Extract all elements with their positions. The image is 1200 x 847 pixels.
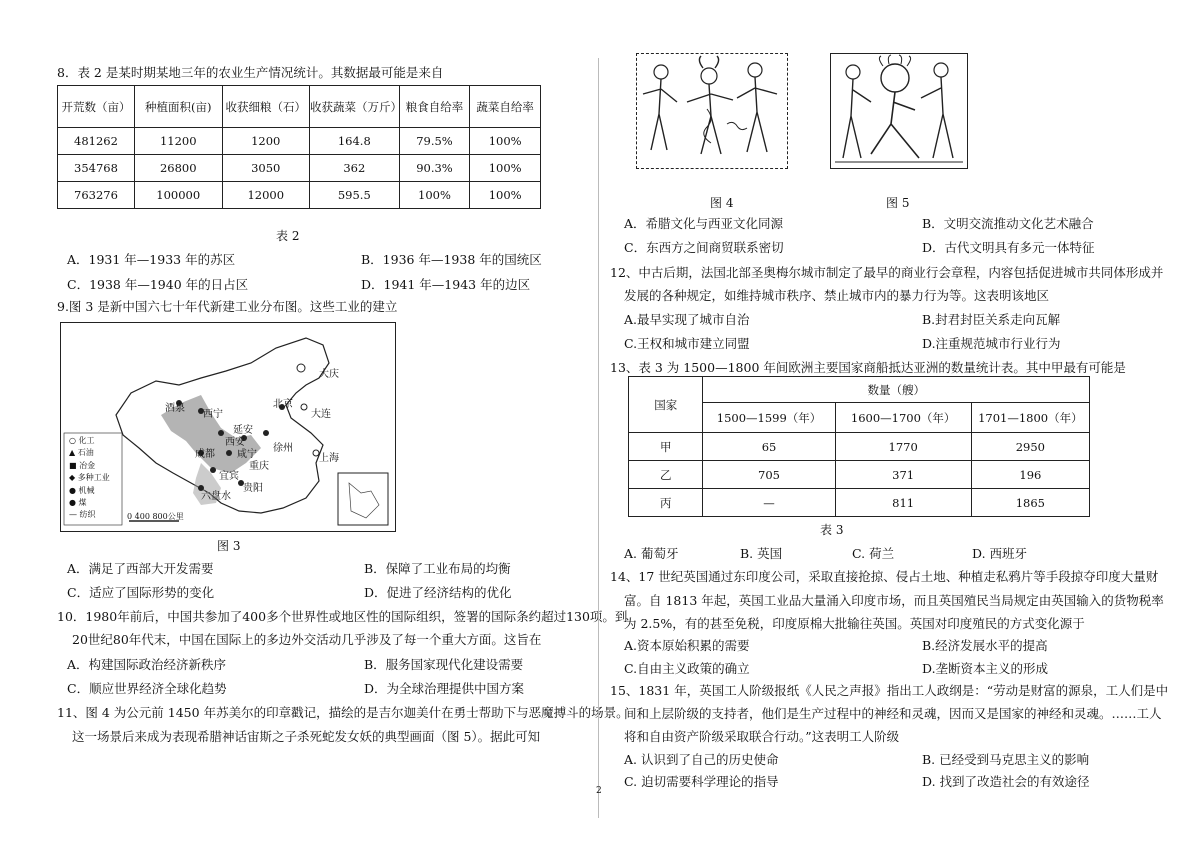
q8-option-c[interactable]: C．1938 年—1940 年的日占区 (67, 277, 249, 292)
table-cell: 丙 (629, 489, 703, 517)
table-cell: 乙 (629, 461, 703, 489)
figure-4-image (636, 53, 788, 169)
legend-item: ● 机械 (69, 485, 95, 495)
legend-item: — 纺织 (69, 510, 96, 520)
map-label: 酒泉 (165, 403, 185, 414)
table-row (629, 461, 1090, 489)
q8-stem: 8．表 2 是某时期某地三年的农业生产情况统计。其数据最可能是来自 (57, 65, 444, 80)
table-cell: 595.5 (310, 182, 400, 209)
page-number: 2 (596, 786, 602, 796)
table-header: 国家 (629, 377, 703, 433)
table-3 (628, 376, 1090, 517)
table-cell: 100000 (134, 182, 222, 209)
table-header: 粮食自给率 (399, 86, 470, 128)
map-label: 徐州 (273, 443, 293, 454)
table-cell: 1770 (835, 433, 971, 461)
table-cell: 196 (971, 461, 1089, 489)
q11-option-d[interactable]: D．古代文明具有多元一体特征 (922, 240, 1095, 255)
table-cell: 11200 (134, 128, 222, 155)
map-legend (69, 435, 110, 522)
table-cell: 811 (835, 489, 971, 517)
q14-option-b[interactable]: B.经济发展水平的提高 (922, 638, 1048, 653)
q10-option-a[interactable]: A．构建国际政治经济新秩序 (67, 657, 227, 672)
q14-stem-line: 富。自 1813 年起，英国工业品大量涌入印度市场，而且英国殖民当局规定由英国输入的货物税率 (624, 593, 1164, 608)
legend-item: ● 煤 (69, 498, 87, 508)
q12-option-d[interactable]: D.注重规范城市行业行为 (922, 336, 1061, 351)
table-cell: 705 (703, 461, 835, 489)
q13-option-c[interactable]: C. 荷兰 (852, 546, 895, 561)
table-cell: 甲 (629, 433, 703, 461)
map-label: 西安 (225, 437, 245, 448)
q10-stem-line: 20世纪80年代末，中国在国际上的多边外交活动几乎涉及了每一个重大方面。这旨在 (72, 632, 542, 647)
q10-option-d[interactable]: D．为全球治理提供中国方案 (364, 681, 525, 696)
q12-stem-line: 12、中古后期，法国北部圣奥梅尔城市制定了最早的商业行会章程，内容包括促进城市共同体形成并 (610, 265, 1164, 280)
q10-stem-line: 10．1980年前后，中国共参加了400多个世界性或地区性的国际组织，签署的国际条约超过130项。到 (57, 609, 628, 624)
map-label: 宜宾 (219, 471, 239, 482)
q11-option-b[interactable]: B．文明交流推动文化艺术融合 (922, 216, 1094, 231)
table-row (58, 128, 541, 155)
table-3-caption: 表 3 (820, 523, 844, 537)
table-cell: 481262 (58, 128, 135, 155)
table-cell: 2950 (971, 433, 1089, 461)
table-header: 数量（艘） (703, 377, 1090, 403)
column-divider (598, 58, 599, 818)
q15-option-b[interactable]: B. 已经受到马克思主义的影响 (922, 752, 1090, 767)
map-scale: 0 400 800公里 (127, 512, 184, 521)
table-cell: 1865 (971, 489, 1089, 517)
map-label: 重庆 (249, 461, 269, 472)
legend-item: ○ 化工 (69, 436, 95, 445)
table-header: 蔬菜自给率 (470, 86, 541, 128)
table-header: 收获细粮（石） (222, 86, 310, 128)
q9-stem: 9.图 3 是新中国六七十年代新建工业分布图。这些工业的建立 (57, 299, 398, 314)
table-cell: 1200 (222, 128, 310, 155)
table-cell: 763276 (58, 182, 135, 209)
q15-option-a[interactable]: A. 认识到了自己的历史使命 (624, 752, 779, 767)
table-row (58, 155, 541, 182)
q8-option-d[interactable]: D．1941 年—1943 年的边区 (361, 277, 531, 292)
table-cell: 3050 (222, 155, 310, 182)
q13-stem: 13、表 3 为 1500—1800 年间欧洲主要国家商船抵达亚洲的数量统计表。其中甲最有可能是 (610, 360, 1126, 375)
q12-option-b[interactable]: B.封君封臣关系走向瓦解 (922, 312, 1061, 327)
q13-option-a[interactable]: A. 葡萄牙 (624, 546, 679, 561)
map-label: 延安 (233, 425, 253, 436)
figure-5-caption: 图 5 (886, 196, 910, 210)
q15-option-c[interactable]: C. 迫切需要科学理论的指导 (624, 774, 779, 789)
map-label: 上海 (319, 453, 339, 464)
table-cell: 79.5% (399, 128, 470, 155)
q14-stem-line: 为 2.5%，有的甚至免税，印度原棉大批输往英国。英国对印度殖民的方式变化源于 (624, 616, 1085, 631)
q12-stem-line: 发展的各种规定，如维持城市秩序、禁止城市内的暴力行为等。这表明该地区 (624, 288, 1050, 303)
table-header: 1500—1599（年） (703, 403, 835, 433)
q12-option-c[interactable]: C.王权和城市建立同盟 (624, 336, 750, 351)
table-cell: 100% (470, 182, 541, 209)
table-cell: 12000 (222, 182, 310, 209)
table-cell: 371 (835, 461, 971, 489)
q13-option-b[interactable]: B. 英国 (740, 546, 783, 561)
map-label: 西宁 (203, 409, 223, 420)
table-cell: 362 (310, 155, 400, 182)
table-cell: — (703, 489, 835, 517)
q9-option-a[interactable]: A．满足了西部大开发需要 (67, 561, 214, 576)
table-header: 1600—1700（年） (835, 403, 971, 433)
table-cell: 26800 (134, 155, 222, 182)
table-cell: 100% (470, 128, 541, 155)
legend-item: ◆ 多种工业 (69, 473, 110, 483)
table-header: 1701—1800（年） (971, 403, 1089, 433)
q11-option-a[interactable]: A．希腊文化与西亚文化同源 (624, 216, 784, 231)
q11-option-c[interactable]: C．东西方之间商贸联系密切 (624, 240, 784, 255)
q15-stem-line: 间和上层阶级的支持者，他们是生产过程中的神经和灵魂，因而又是国家的神经和灵魂。……工人 (624, 706, 1162, 721)
map-label: 六盘水 (201, 491, 231, 502)
table-header: 收获蔬菜（万斤） (310, 86, 400, 128)
q11-stem-line: 11、图 4 为公元前 1450 年苏美尔的印章戳记，描绘的是吉尔迦美什在勇士帮助下与恶魔搏斗的场景。 (57, 705, 629, 720)
q14-option-c[interactable]: C.自由主义政策的确立 (624, 661, 750, 676)
q14-stem-line: 14、17 世纪英国通过东印度公司，采取直接抢掠、侵占土地、种植走私鸦片等手段掠夺印度大量财 (610, 569, 1159, 584)
q14-option-d[interactable]: D.垄断资本主义的形成 (922, 661, 1049, 676)
table-row (629, 489, 1090, 517)
q15-option-d[interactable]: D. 找到了改造社会的有效途径 (922, 774, 1090, 789)
map-label: 贵阳 (243, 483, 263, 494)
q13-option-d[interactable]: D. 西班牙 (972, 546, 1028, 561)
table-cell: 164.8 (310, 128, 400, 155)
q15-stem-line: 15、1831 年，英国工人阶级报纸《人民之声报》指出工人政纲是：“劳动是财富的源泉，工人们是中 (610, 683, 1169, 698)
table-cell: 100% (399, 182, 470, 209)
q9-option-b[interactable]: B．保障了工业布局的均衡 (364, 561, 511, 576)
figure-3-caption: 图 3 (217, 539, 241, 553)
q14-option-a[interactable]: A.资本原始积累的需要 (624, 638, 750, 653)
figure-5-image (830, 53, 968, 169)
table-cell: 90.3% (399, 155, 470, 182)
q12-option-a[interactable]: A.最早实现了城市自治 (624, 312, 750, 327)
map-label: 咸宁 (237, 449, 257, 460)
figure-3-map (60, 322, 396, 532)
table-row (58, 182, 541, 209)
city-marker (297, 364, 305, 372)
figure-4-caption: 图 4 (710, 196, 734, 210)
table-2 (57, 85, 541, 209)
table-cell: 65 (703, 433, 835, 461)
map-label: 大庆 (319, 369, 339, 380)
table-cell: 100% (470, 155, 541, 182)
table-2-caption: 表 2 (276, 229, 300, 243)
q9-option-c[interactable]: C．适应了国际形势的变化 (67, 585, 215, 600)
map-label: 北京 (273, 399, 293, 410)
q9-option-d[interactable]: D．促进了经济结构的优化 (364, 585, 512, 600)
table-header: 开荒数（亩） (58, 86, 135, 128)
q15-stem-line: 将和自由资产阶级采取联合行动。”这表明工人阶级 (624, 729, 900, 744)
q8-option-b[interactable]: B．1936 年—1938 年的国统区 (361, 252, 542, 267)
map-label: 成都 (195, 449, 215, 460)
table-header: 种植面积(亩) (134, 86, 222, 128)
q10-option-b[interactable]: B．服务国家现代化建设需要 (364, 657, 524, 672)
q8-option-a[interactable]: A．1931 年—1933 年的苏区 (67, 252, 236, 267)
map-label: 大连 (311, 409, 331, 420)
table-row (629, 433, 1090, 461)
q11-stem-line: 这一场景后来成为表现希腊神话宙斯之子杀死蛇发女妖的典型画面（图 5）。据此可知 (72, 729, 541, 744)
legend-item: ■ 冶金 (69, 460, 96, 470)
table-cell: 354768 (58, 155, 135, 182)
legend-item: ▲ 石油 (69, 448, 94, 458)
q10-option-c[interactable]: C．顺应世界经济全球化趋势 (67, 681, 227, 696)
